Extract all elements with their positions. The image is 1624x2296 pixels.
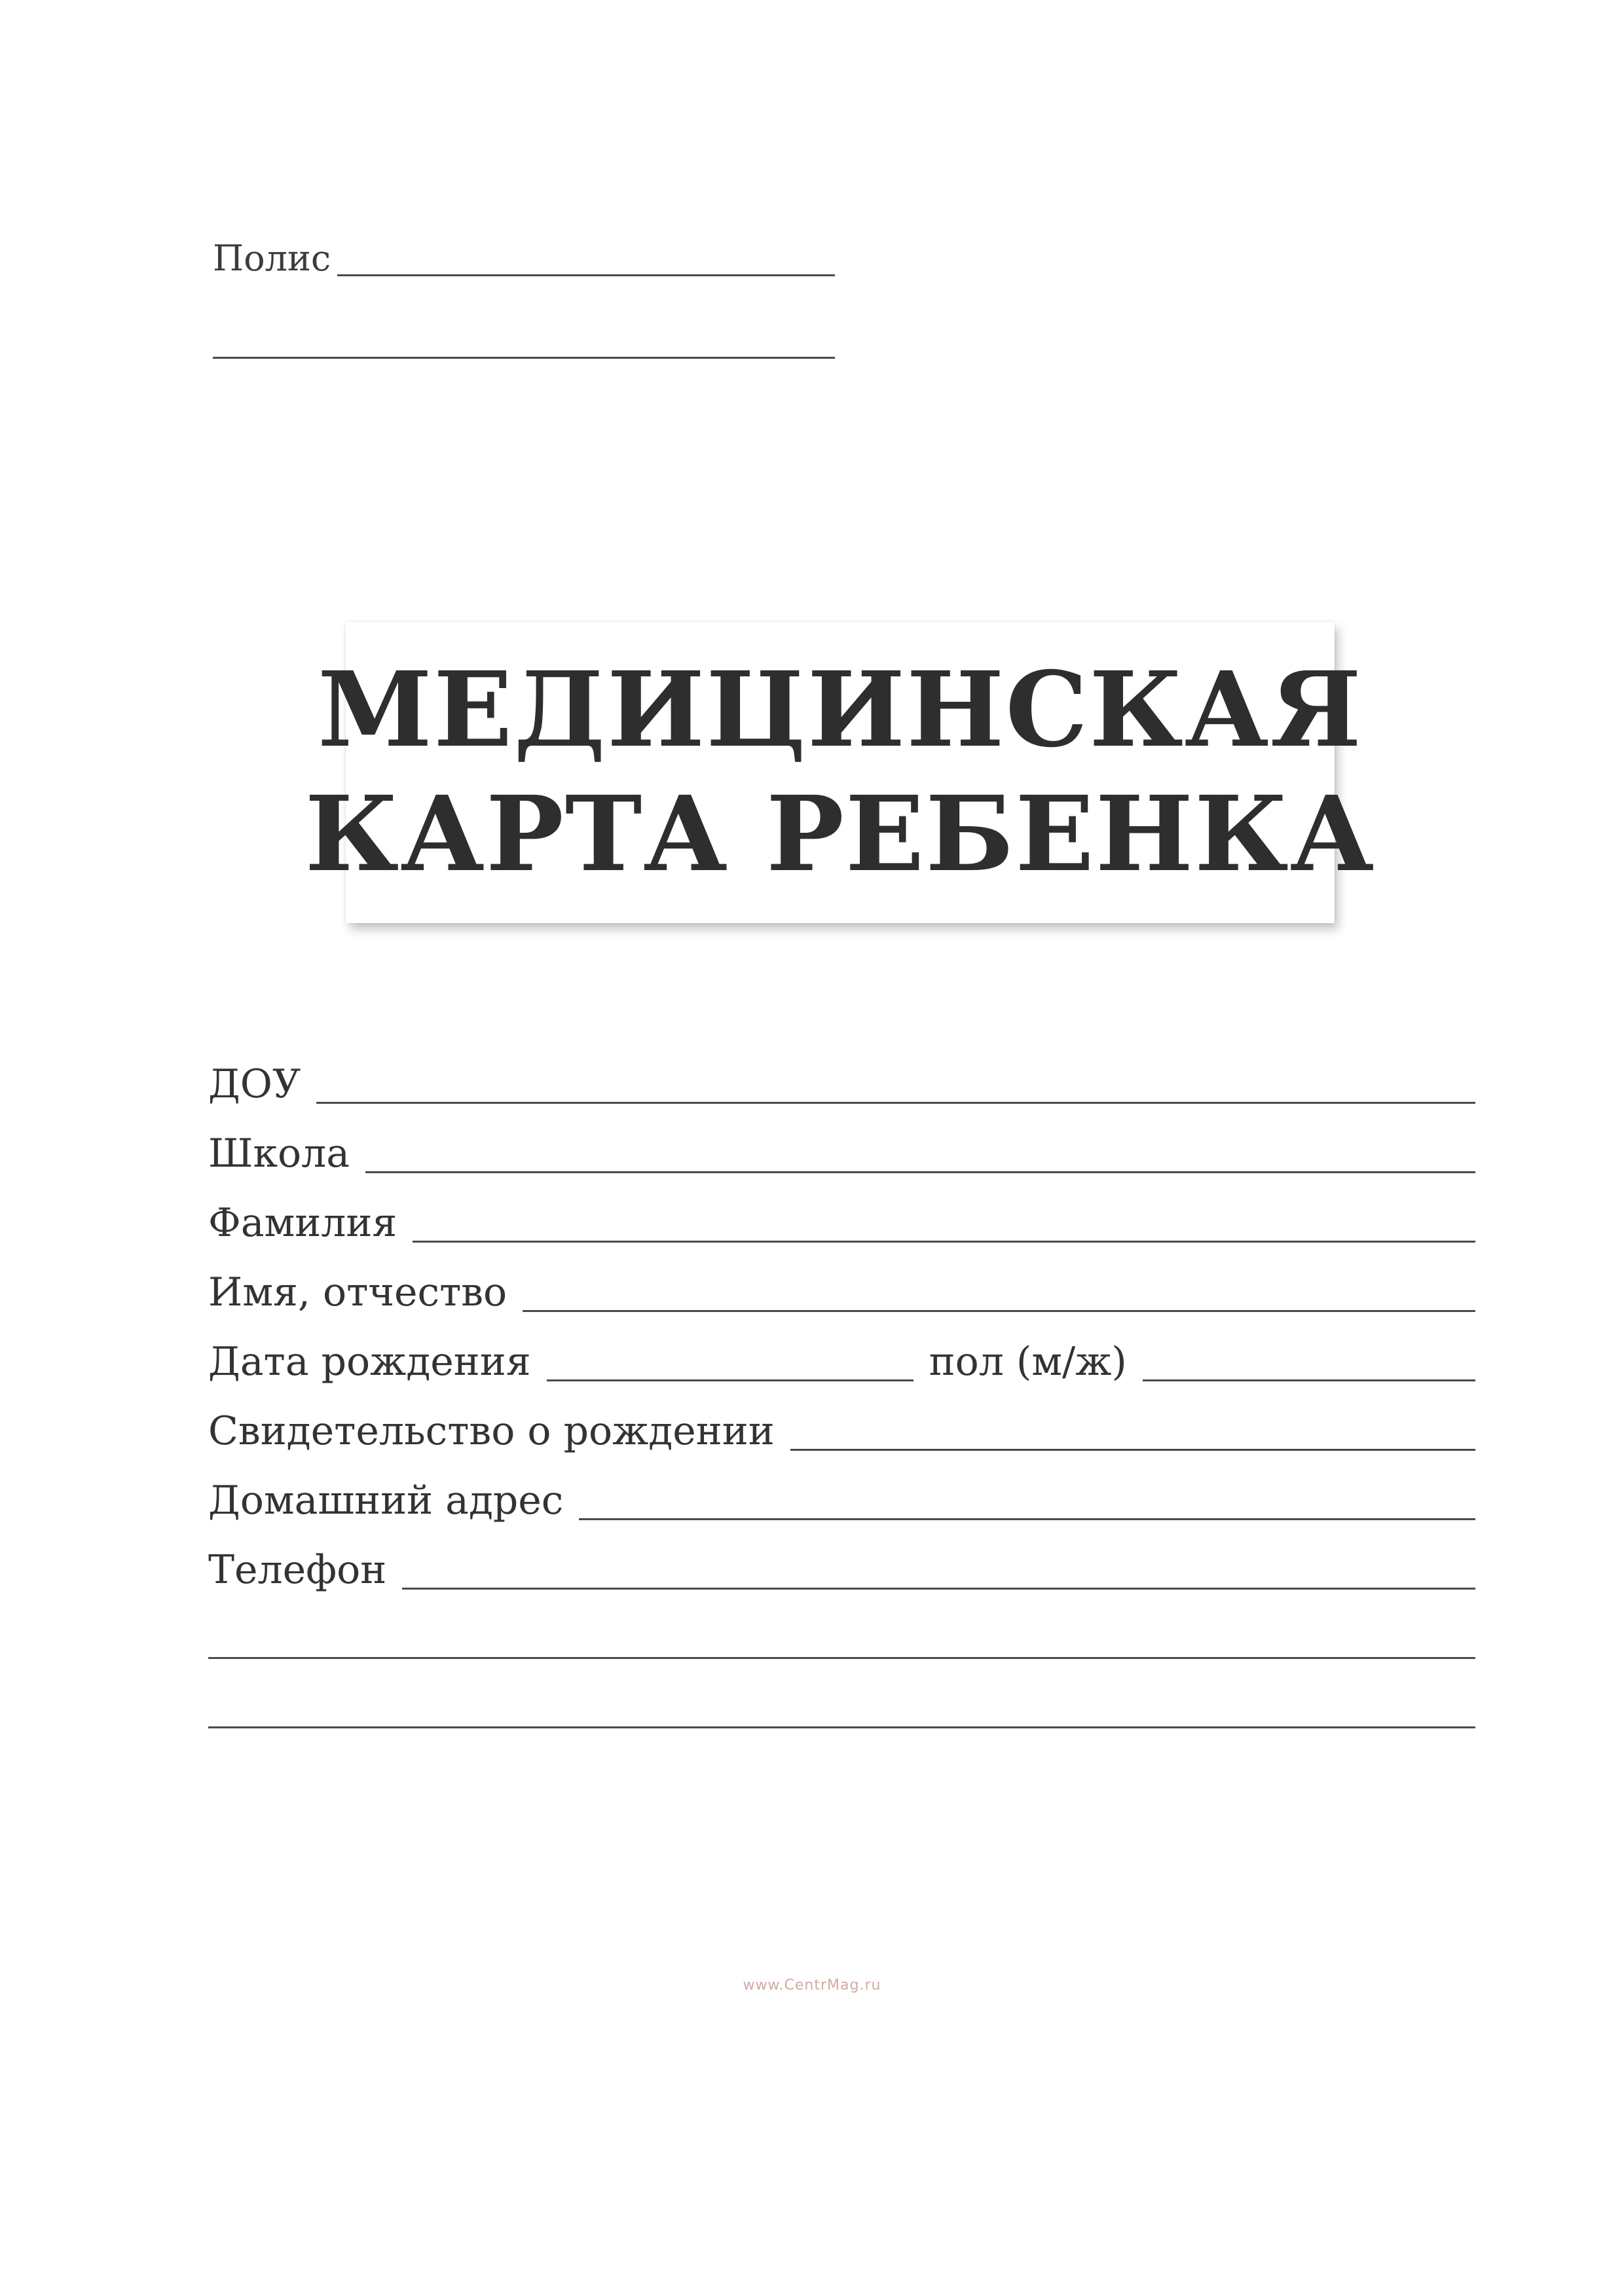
surname-field[interactable]: [413, 1240, 1475, 1243]
title-box: [304, 622, 1376, 923]
sex-label: пол (м/ж): [929, 1339, 1127, 1385]
name-patronymic-field[interactable]: [523, 1309, 1475, 1312]
dou-label: ДОУ: [208, 1061, 301, 1107]
row-extra-2: [208, 1666, 1475, 1735]
polis-field[interactable]: [337, 274, 835, 276]
surname-label: Фамилия: [208, 1200, 397, 1246]
home-address-field[interactable]: [579, 1518, 1475, 1520]
row-home-address: [208, 1457, 1475, 1527]
row-extra-1: [208, 1596, 1475, 1666]
birth-date-label: Дата рождения: [208, 1339, 531, 1385]
birth-certificate-field[interactable]: [790, 1448, 1475, 1451]
row-birth-date: [208, 1319, 1475, 1388]
polis-extra-field[interactable]: [213, 357, 835, 359]
school-field[interactable]: [365, 1171, 1475, 1173]
watermark: www.CentrMag.ru: [743, 1977, 881, 1994]
polis-label: Полис: [213, 238, 331, 279]
phone-label: Телефон: [208, 1547, 387, 1593]
extra-field-2[interactable]: [208, 1726, 1475, 1728]
row-birth-certificate: [208, 1388, 1475, 1457]
title-line-2: КАРТА РЕБЕНКА: [304, 774, 1376, 895]
birth-date-field[interactable]: [547, 1379, 913, 1381]
birth-certificate-label: Свидетельство о рождении: [208, 1408, 775, 1454]
name-patronymic-label: Имя, отчество: [208, 1269, 507, 1315]
row-name-patronymic: [208, 1249, 1475, 1319]
phone-field[interactable]: [402, 1587, 1475, 1590]
row-school: [208, 1110, 1475, 1180]
row-dou: [208, 1041, 1475, 1110]
row-phone: [208, 1527, 1475, 1596]
extra-field-1[interactable]: [208, 1657, 1475, 1659]
sex-field[interactable]: [1143, 1379, 1475, 1381]
school-label: Школа: [208, 1131, 350, 1176]
home-address-label: Домашний адрес: [208, 1478, 564, 1523]
child-info-form: [208, 1041, 1475, 1735]
row-surname: [208, 1180, 1475, 1249]
dou-field[interactable]: [316, 1101, 1475, 1104]
title-line-1: МЕДИЦИНСКАЯ: [318, 649, 1363, 771]
polis-row: [213, 236, 835, 282]
